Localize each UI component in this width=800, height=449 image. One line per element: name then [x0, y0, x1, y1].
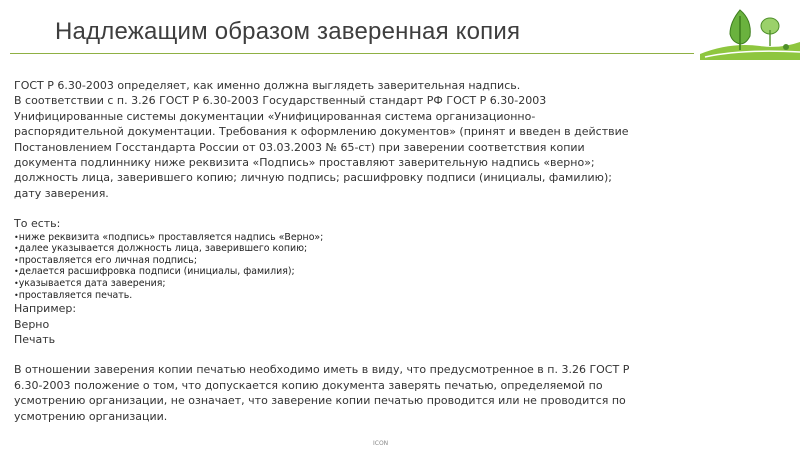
- title-divider: [10, 53, 694, 54]
- text-line: В отношении заверения копии печатью необходимо иметь в виду, что предусмотренное в п. 3.26 ГОСТ Р: [14, 363, 630, 377]
- text-line: В соответствии с п. 3.26 ГОСТ Р 6.30-2003 Государственный стандарт РФ ГОСТ Р 6.30-2003: [14, 94, 547, 108]
- slide-title: Надлежащим образом заверенная копия: [55, 18, 521, 45]
- tree-landscape-icon: [700, 2, 800, 60]
- text-line: Постановлением Госстандарта России от 03.03.2003 № 65-ст) при заверении соответствия копии: [14, 140, 585, 154]
- list-item: •проставляется печать.: [14, 289, 133, 301]
- slide-body: [14, 78, 754, 424]
- example-label: Например:: [14, 302, 77, 316]
- list-item: •делается расшифровка подписи (инициалы, фамилия);: [14, 266, 295, 278]
- text-line: должность лица, заверившего копию; личную подпись; расшифровку подписи (инициалы, фамилию);: [14, 171, 612, 185]
- text-line: 6.30-2003 положение о том, что допускается копию документа заверять печатью, определяемой по: [14, 378, 603, 392]
- list-intro: То есть:: [14, 217, 61, 231]
- list-item: •далее указывается должность лица, заверившего копию;: [14, 243, 308, 255]
- source-credit: ICON: [373, 440, 389, 447]
- text-line: ГОСТ Р 6.30-2003 определяет, как именно должна выглядеть заверительная надпись.: [14, 79, 521, 92]
- list-item: •проставляется его личная подпись;: [14, 254, 197, 266]
- text-line: распорядительной документации. Требования к оформлению документов» (принят и введен в действие: [14, 125, 629, 139]
- list-item: •указывается дата заверения;: [14, 278, 166, 290]
- list-item: •ниже реквизита «подпись» проставляется надпись «Верно»;: [14, 231, 324, 243]
- text-line: дату заверения.: [14, 186, 109, 200]
- text-line: усмотрению организации.: [14, 409, 168, 423]
- example-line: Печать: [14, 333, 56, 347]
- text-line: документа подлиннику ниже реквизита «Подпись» проставляют заверительную надпись «верно»;: [14, 156, 595, 170]
- example-line: Верно: [14, 317, 50, 331]
- text-line: усмотрению организации, не означает, что заверение копии печатью проводится или не проводится по: [14, 394, 626, 408]
- text-line: Унифицированные системы документации «Унифицированная система организационно-: [14, 109, 536, 123]
